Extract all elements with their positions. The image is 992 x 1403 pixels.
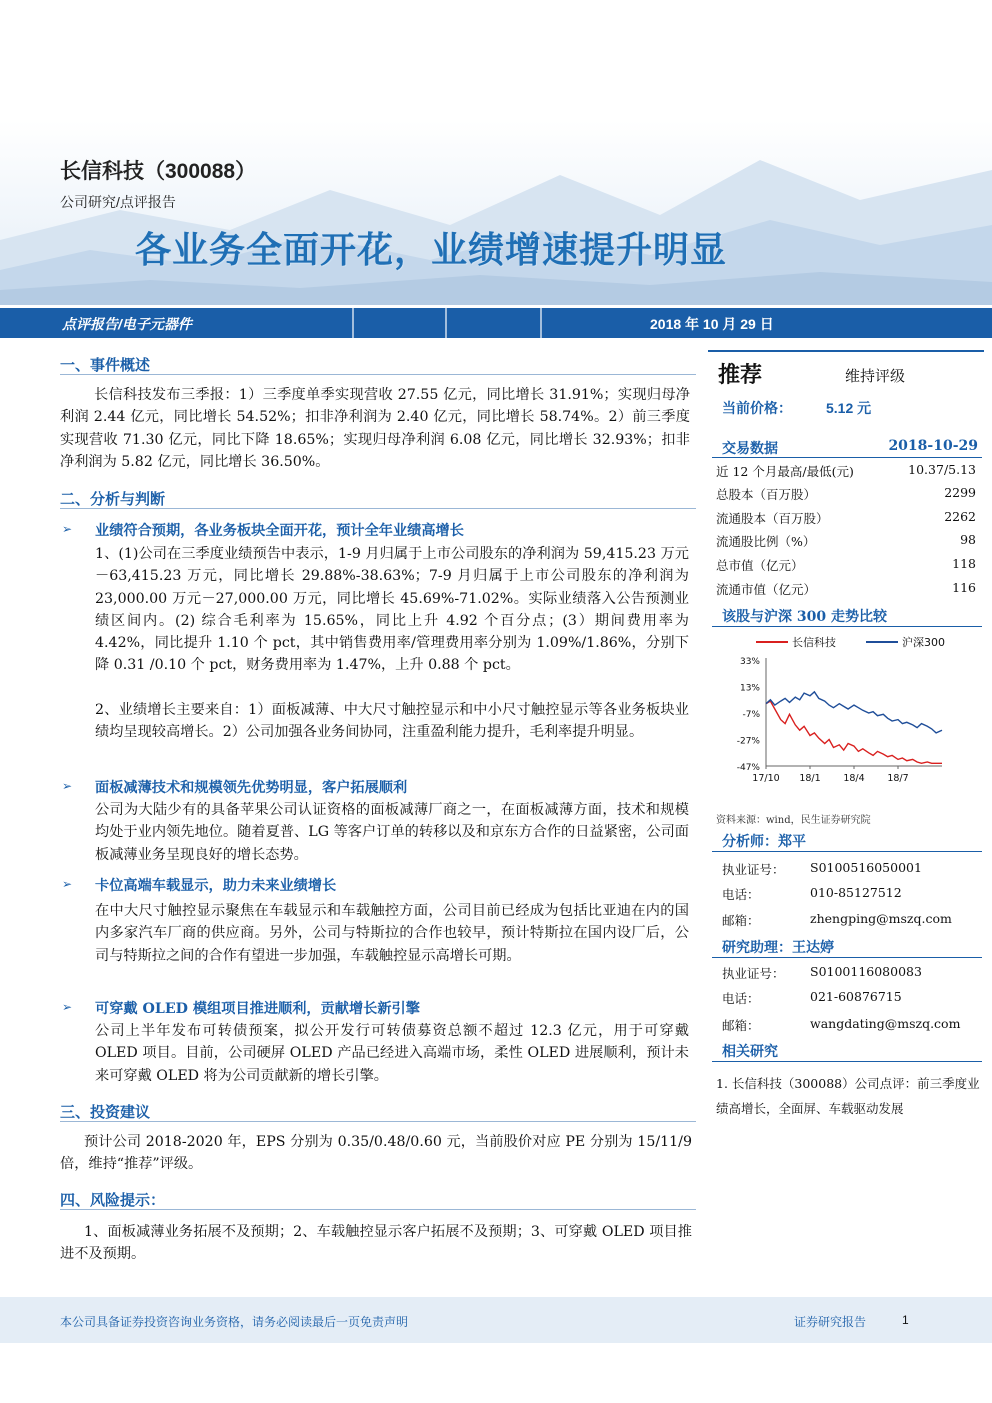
arrow-bullet-icon: ➢ xyxy=(62,522,73,536)
arrow-bullet-icon: ➢ xyxy=(62,877,73,891)
assistant-rule xyxy=(712,957,982,958)
price-comparison-chart xyxy=(710,632,986,792)
section-rule xyxy=(60,374,696,375)
auto-display-paragraph: 在中大尺寸触控显示聚焦在车载显示和车载触控方面，公司目前已经成为包括比亚迪在内的国内多家汽车厂商的供应商。另外，公司与特斯拉的合作也较早，预计特斯拉在国内设厂后，公司与特斯拉之间的合作有望进一步加强，车载触控显示高增长可期。 xyxy=(95,903,689,964)
trade-row-label: 总股本（百万股） xyxy=(716,487,817,502)
trade-data-date: 2018-10-29 xyxy=(888,438,978,454)
assistant-field-label: 执业证号： xyxy=(722,966,785,981)
analyst-field-label: 电话： xyxy=(722,887,760,902)
footer-report-type: 证券研究报告 xyxy=(794,1315,867,1329)
y-tick-label: -7% xyxy=(742,710,760,720)
legend-label: 沪深300 xyxy=(902,636,945,649)
sidebar-top-rule xyxy=(708,350,984,352)
recommend-label: 推荐 xyxy=(718,362,763,387)
page-number: 1 xyxy=(902,1313,909,1327)
report-subtitle: 公司研究/点评报告 xyxy=(60,194,176,210)
arrow-bullet-icon: ➢ xyxy=(62,779,73,793)
band-divider xyxy=(352,308,354,338)
y-tick-label: -27% xyxy=(736,736,760,747)
performance-paragraph-1: 1、(1)公司在三季度业绩预告中表示，1-9 月归属于上市公司股东的净利润为 59,415.23 万元－63,415.23 万元，同比增长 29.88%-38.63%；7-9 月归属于上市公司股东的净利润为 23,000.00 万元－27,000.00 万元，同比增长 45.69%-71.02%。实际业绩落入公告预测业绩区间内。(2) 综合毛利率为 15.65%，同比上升 4.92 个百分点；(3）期间费用率为 4.42%，同比提升 1.10 个 pct，其中销售费用率/管理费用率分别为 1.09%/1.86%，分别下降 0.31 /0.10 个 pct，财务费用率为 1.47%，上升 0.88 个 pct。 xyxy=(95,546,689,674)
related-rule xyxy=(712,1061,982,1062)
analyst-email[interactable]: zhengping@mszq.com xyxy=(810,911,952,926)
trade-row-value: 118 xyxy=(952,556,976,571)
trade-row-label: 流通股比例（%） xyxy=(716,534,816,549)
x-tick-label: 17/10 xyxy=(752,773,780,784)
trade-row-value: 2299 xyxy=(944,485,976,500)
company-name: 长信科技（300088） xyxy=(60,160,257,183)
assistant-field-value: S0100116080083 xyxy=(810,964,922,979)
trade-row-value: 10.37/5.13 xyxy=(908,462,976,477)
y-tick-label: -47% xyxy=(736,763,760,773)
header-banner-mountains xyxy=(0,120,992,305)
report-category: 点评报告/电子元器件 xyxy=(62,316,192,332)
legend-label: 长信科技 xyxy=(792,636,836,649)
trade-rule xyxy=(712,457,982,458)
trade-row-value: 98 xyxy=(960,532,976,547)
trade-row-value: 2262 xyxy=(944,509,976,524)
assistant-email[interactable]: wangdating@mszq.com xyxy=(810,1016,961,1031)
series-line xyxy=(766,701,942,763)
footer-disclaimer: 本公司具备证券投资咨询业务资格，请务必阅读最后一页免责声明 xyxy=(60,1315,409,1329)
oled-paragraph: 公司上半年发布可转债预案，拟公开发行可转债募资总额不超过 12.3 亿元，用于可穿戴 OLED 项目。目前，公司硬屏 OLED 产品已经进入高端市场，柔性 OLED 进展顺利，预计未来可穿戴 OLED 将为公司贡献新的增长引擎。 xyxy=(95,1023,689,1084)
analyst-field-value: 010-85127512 xyxy=(810,885,902,900)
chart-source: 资料来源：wind，民生证券研究院 xyxy=(716,815,871,826)
y-tick-label: 13% xyxy=(739,683,760,694)
performance-paragraph-2: 2、业绩增长主要来自：1）面板减薄、中大尺寸触控显示和中小尺寸触控显示等各业务板块业绩均呈现较高增长。2）公司加强各业务间协同，注重盈利能力提升，毛利率提升明显。 xyxy=(95,702,689,741)
bullet-title-performance: 业绩符合预期，各业务板块全面开花，预计全年业绩高增长 xyxy=(95,523,464,539)
investment-paragraph: 预计公司 2018-2020 年，EPS 分别为 0.35/0.48/0.60 元，当前股价对应 PE 分别为 15/11/9 倍，维持“推荐”评级。 xyxy=(60,1134,692,1173)
analyst-field-value: S0100516050001 xyxy=(810,860,922,875)
arrow-bullet-icon: ➢ xyxy=(62,1000,73,1014)
section-title-investment: 三、投资建议 xyxy=(60,1103,151,1121)
price-value: 5.12 元 xyxy=(826,400,872,416)
assistant-field-label: 邮箱： xyxy=(722,1018,760,1033)
chart-rule xyxy=(712,626,982,627)
bullet-title-auto-display: 卡位高端车载显示，助力未来业绩增长 xyxy=(95,878,337,894)
section-rule xyxy=(60,508,696,509)
panel-thinning-paragraph: 公司为大陆少有的具备苹果公司认证资格的面板减薄厂商之一，在面板减薄方面，技术和规模均处于业内领先地位。随着夏普、LG 等客户订单的转移以及和京东方合作的日益紧密，公司面板减薄业务呈现良好的增长态势。 xyxy=(95,802,689,863)
trade-row-label: 近 12 个月最高/最低(元) xyxy=(716,464,854,479)
chart-title: 该股与沪深 300 走势比较 xyxy=(722,609,887,625)
assistant-field-value: 021-60876715 xyxy=(810,989,902,1004)
section-title-risk: 四、风险提示： xyxy=(60,1191,166,1209)
section-title-overview: 一、事件概述 xyxy=(60,356,151,374)
assistant-title: 研究助理：王达婷 xyxy=(722,940,834,956)
related-research-title: 相关研究 xyxy=(722,1044,778,1060)
bullet-title-panel-thinning: 面板减薄技术和规模领先优势明显，客户拓展顺利 xyxy=(95,780,408,796)
analyst-title: 分析师：郑平 xyxy=(722,834,806,850)
price-label: 当前价格： xyxy=(722,400,792,416)
report-headline: 各业务全面开花，业绩增速提升明显 xyxy=(135,229,728,270)
analyst-rule xyxy=(712,851,982,852)
section-rule xyxy=(60,1121,696,1122)
y-tick-label: 33% xyxy=(739,657,760,667)
trade-row-label: 总市值（亿元） xyxy=(716,558,804,573)
trade-data-title: 交易数据 xyxy=(722,441,778,457)
x-tick-label: 18/7 xyxy=(887,773,909,784)
band-divider xyxy=(540,308,542,338)
analyst-field-label: 邮箱： xyxy=(722,913,760,928)
bullet-title-oled: 可穿戴 OLED 模组项目推进顺利，贡献增长新引擎 xyxy=(95,1001,420,1017)
assistant-field-label: 电话： xyxy=(722,991,760,1006)
rating-label: 维持评级 xyxy=(845,367,906,385)
trade-row-label: 流通股本（百万股） xyxy=(716,511,829,526)
section-rule xyxy=(60,1209,696,1210)
trade-row-value: 116 xyxy=(952,580,976,595)
trade-row-label: 流通市值（亿元） xyxy=(716,582,817,597)
report-date: 2018 年 10 月 29 日 xyxy=(650,316,774,332)
section-title-analysis: 二、分析与判断 xyxy=(60,490,166,508)
overview-paragraph: 长信科技发布三季报：1）三季度单季实现营收 27.55 亿元，同比增长 31.91%；实现归母净利润 2.44 亿元，同比增长 54.52%；扣非净利润为 2.40 亿元，同比增长 58.74%。2）前三季度实现营收 71.30 亿元，同比下降 18.65%；实现归母净利润 6.08 亿元，同比增长 32.93%；扣非净利润为 5.82 亿元，同比增长 36.50%。 xyxy=(60,387,690,470)
x-tick-label: 18/4 xyxy=(843,773,865,784)
risk-paragraph: 1、面板减薄业务拓展不及预期；2、车载触控显示客户拓展不及预期；3、可穿戴 OLED 项目推进不及预期。 xyxy=(60,1224,692,1263)
related-research-item[interactable]: 1. 长信科技（300088）公司点评：前三季度业绩高增长，全面屏、车载驱动发展 xyxy=(716,1076,980,1116)
band-divider xyxy=(445,308,447,338)
x-tick-label: 18/1 xyxy=(799,773,821,784)
series-line xyxy=(766,692,942,733)
analyst-field-label: 执业证号： xyxy=(722,862,785,877)
